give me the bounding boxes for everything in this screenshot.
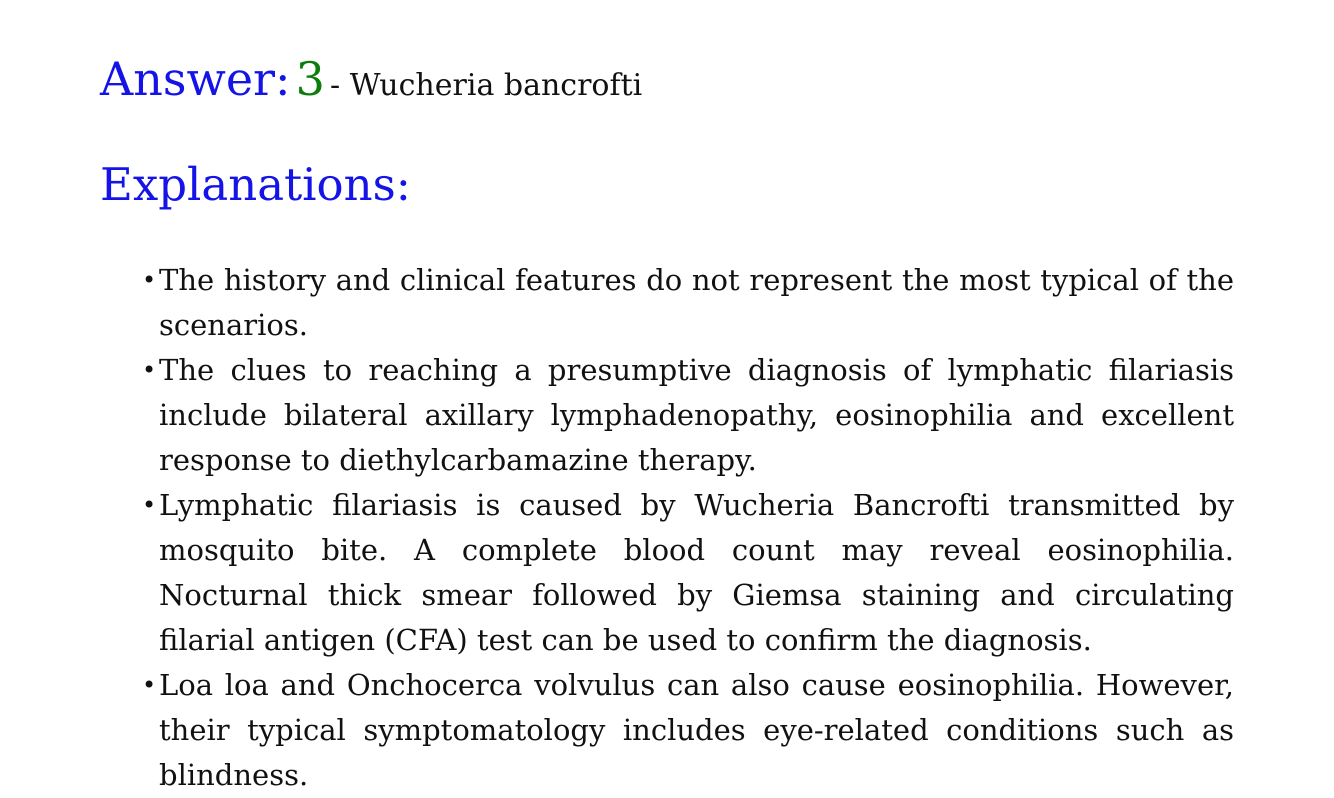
list-item-text: The history and clinical features do not represent the most typical of the scenarios. [159,263,1234,342]
list-item-text: Loa loa and Onchocerca volvulus can also cause eosinophilia. However, their typical symptomatology includes eye-related conditions such as blindness. [159,668,1234,792]
bullet-icon: • [142,671,157,699]
list-item [142,348,1234,483]
answer-label: Answer: [100,52,291,106]
bullet-icon: • [142,266,157,294]
bullet-icon: • [142,491,157,519]
list-item [142,483,1234,663]
list-item [142,258,1234,348]
explanations-list [142,258,1234,798]
answer-text: - Wucheria bancrofti [330,68,643,103]
explanations-title: Explanations: [100,158,411,211]
list-item [142,663,1234,798]
list-item-text: The clues to reaching a presumptive diagnosis of lymphatic filariasis include bilateral axillary lymphadenopathy, eosinophilia and excellent response to diethylcarbamazine therapy. [159,353,1234,477]
list-item-text: Lymphatic filariasis is caused by Wucheria Bancrofti transmitted by mosquito bite. A complete blood count may reveal eosinophilia. Nocturnal thick smear followed by Giemsa staining and circulating filarial antigen (CFA) test can be used to confirm the diagnosis. [159,488,1234,657]
answer-number: 3 [295,52,325,106]
answer-line [100,52,643,106]
bullet-icon: • [142,356,157,384]
